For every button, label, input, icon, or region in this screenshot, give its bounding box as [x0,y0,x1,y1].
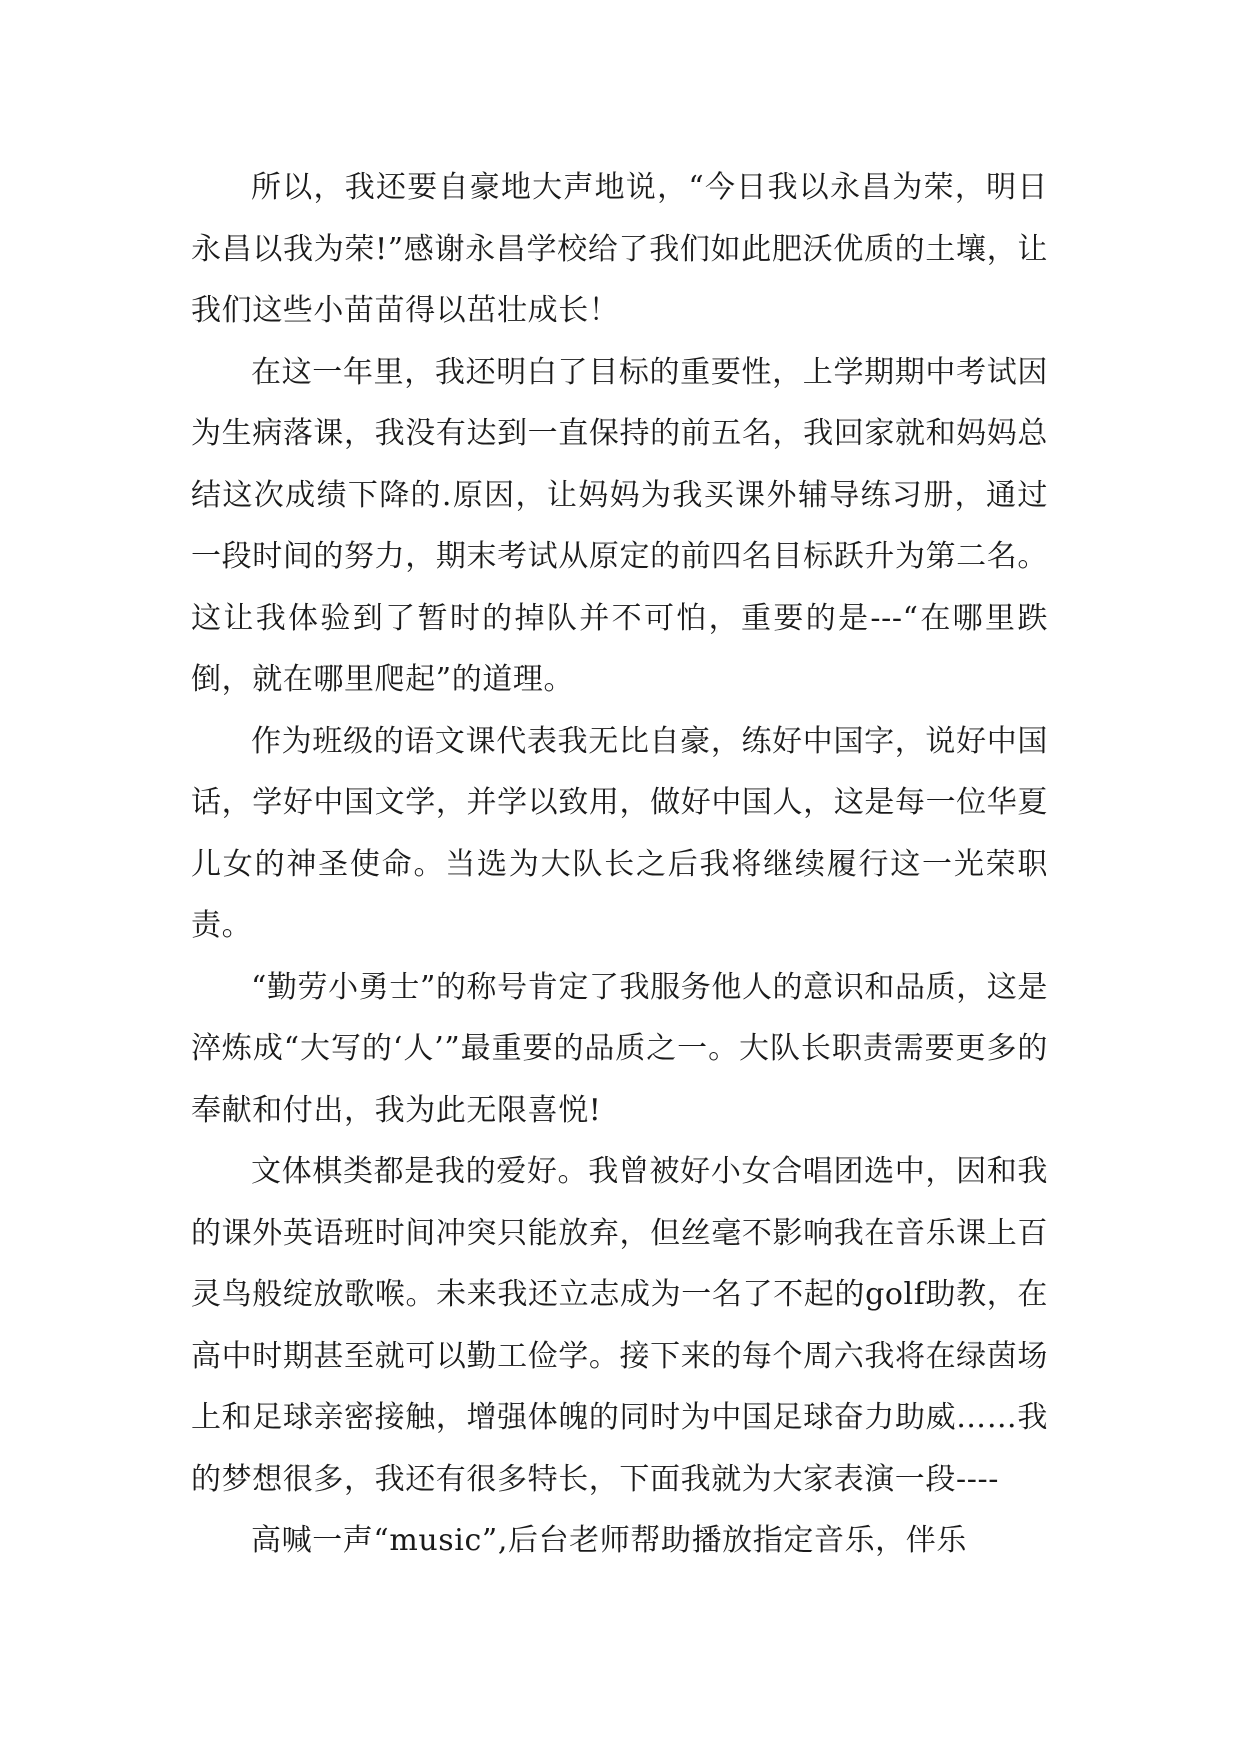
paragraph: 所以，我还要自豪地大声地说，“今日我以永昌为荣，明日永昌以我为荣!”感谢永昌学校给了我们如此肥沃优质的土壤，让我们这些小苗苗得以茁壮成长！ [191,170,1048,328]
paragraph: “勤劳小勇士”的称号肯定了我服务他人的意识和品质，这是淬炼成“大写的‘人’”最重要的品质之一。大队长职责需要更多的奉献和付出，我为此无限喜悦! [191,969,1048,1128]
paragraph: 在这一年里，我还明白了目标的重要性，上学期期中考试因为生病落课，我没有达到一直保持的前五名，我回家就和妈妈总结这次成绩下降的.原因，让妈妈为我买课外辅导练习册，通过一段时间的努力，期末考试从原定的前四名目标跃升为第二名。这让我体验到了暂时的掉队并不可怕，重要的是---“在哪里跌倒，就在哪里爬起”的道理。 [191,354,1048,697]
paragraph: 高喊一声“music”,后台老师帮助播放指定音乐，伴乐 [251,1523,967,1558]
document-body [191,157,1048,1572]
paragraph: 作为班级的语文课代表我无比自豪，练好中国字，说好中国话，学好中国文学，并学以致用，做好中国人，这是每一位华夏儿女的神圣使命。当选为大队长之后我将继续履行这一光荣职责。 [191,723,1048,943]
paragraph: 文体棋类都是我的爱好。我曾被好小女合唱团选中，因和我的课外英语班时间冲突只能放弃，但丝毫不影响我在音乐课上百灵鸟般绽放歌喉。未来我还立志成为一名了不起的golf助教，在高中时期甚至就可以勤工俭学。接下来的每个周六我将在绿茵场上和足球亲密接触，增强体魄的同时为中国足球奋力助威……我的梦想很多，我还有很多特长，下面我就为大家表演一段---- [191,1154,1048,1497]
